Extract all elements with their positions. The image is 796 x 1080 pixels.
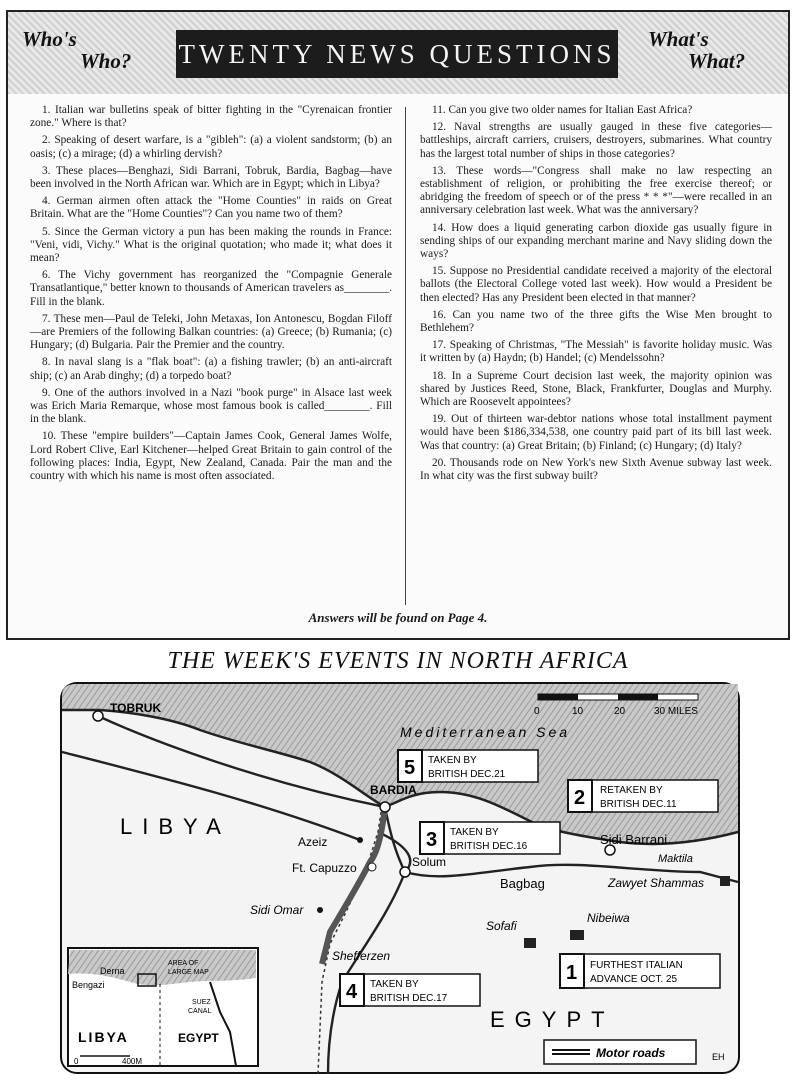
event-1-line1: FURTHEST ITALIAN bbox=[590, 960, 683, 971]
question-r-5: 15. Suppose no Presidential candidate received a majority of the electoral ballots (the Electoral College voted last week). How would a President be then elected? Has any President been elected in that manner? bbox=[420, 265, 772, 304]
event-1-number: 1 bbox=[566, 962, 578, 984]
inset-map bbox=[68, 948, 258, 1066]
event-1-line2: ADVANCE OCT. 25 bbox=[590, 974, 678, 985]
question-3: 3. These places—Benghazi, Sidi Barrani, Tobruk, Bardia, Bagbag—have been involved in the North African war. Which are in Egypt; which in Libya? bbox=[30, 164, 392, 191]
questions-right-column bbox=[420, 104, 772, 487]
place-solum: Solum bbox=[412, 855, 447, 869]
event-3 bbox=[420, 822, 560, 854]
question-2: 2. Speaking of desert warfare, is a "gibleh": (a) a violent sandstorm; (b) an oasis; (c) a mirage; (d) a whirling dervish? bbox=[30, 134, 392, 160]
inset-suez-label-2: CANAL bbox=[188, 1008, 212, 1015]
quiz-title: TWENTY NEWS QUESTIONS bbox=[176, 30, 618, 78]
inset-egypt: EGYPT bbox=[178, 1031, 219, 1045]
event-3-line2: BRITISH DEC.16 bbox=[450, 841, 528, 852]
scale-label-30: 30 MILES bbox=[654, 706, 698, 717]
event-2-line1: RETAKEN BY bbox=[600, 785, 663, 796]
north-africa-map bbox=[60, 682, 740, 1074]
event-4-number: 4 bbox=[346, 981, 358, 1003]
question-r-1: 11. Can you give two older names for Italian East Africa? bbox=[432, 104, 693, 116]
place-tobruk: TOBRUK bbox=[110, 701, 162, 715]
event-5-line2: BRITISH DEC.21 bbox=[428, 769, 506, 780]
sidi-omar-marker bbox=[317, 907, 323, 913]
inset-bengazi: Bengazi bbox=[72, 980, 105, 990]
question-r-2: 12. Naval strengths are usually gauged in these five categories—battleships, aircraft carriers, cruisers, destroyers, submarines. What country has the largest total number of ships in those categories? bbox=[420, 121, 772, 160]
question-r-6: 16. Can you name two of the three gifts the Wise Men brought to Bethlehem? bbox=[420, 308, 772, 335]
question-r-3: 13. These words—"Congress shall make no law respecting an establishment of religion, or prohibiting the free exercise thereof; or abridging the freedom of speech or of the press * * *"—were recalled in an anniversary celebration last week. What was the anniversary? bbox=[420, 164, 772, 217]
map-legend bbox=[544, 1040, 696, 1064]
place-capuzzo: Ft. Capuzzo bbox=[292, 861, 357, 875]
event-5-number: 5 bbox=[404, 757, 416, 779]
whos-who-corner bbox=[22, 28, 131, 72]
question-5: 5. Since the German victory a pun has been making the rounds in France: "Veni, vidi, Vichy." What is the original quotation; who made it; what does it mean? bbox=[30, 225, 392, 265]
place-maktila: Maktila bbox=[658, 853, 693, 865]
column-divider bbox=[405, 107, 406, 605]
questions-left-column bbox=[30, 104, 392, 487]
event-2-line2: BRITISH DEC.11 bbox=[600, 799, 677, 810]
question-r-9: 19. Out of thirteen war-debtor nations whose total installment payment would have been $186,334,538, one country paid part of its bill last week. Was that country: (a) Great Britain; (b) Finland; (c) Hungary; (d) Italy? bbox=[420, 413, 772, 452]
map-panel bbox=[60, 682, 740, 1074]
what-label: What? bbox=[688, 49, 746, 73]
place-bagbag: Bagbag bbox=[500, 876, 545, 891]
inset-scale-400: 400M bbox=[122, 1057, 143, 1066]
scale-label-0: 0 bbox=[534, 706, 540, 717]
inset-area-label-1: AREA OF bbox=[168, 960, 199, 967]
question-r-7: 17. Speaking of Christmas, "The Messiah" is favorite holiday music. Was it written by (a) Haydn; (b) Handel; (c) Mendelssohn? bbox=[420, 339, 772, 365]
place-shefferzen: Shefferzen bbox=[332, 949, 391, 963]
scale-label-20: 20 bbox=[614, 706, 626, 717]
who-label: Who? bbox=[80, 49, 132, 73]
place-bardia: BARDIA bbox=[370, 783, 417, 797]
country-libya: LIBYA bbox=[120, 814, 231, 839]
quiz-banner bbox=[8, 12, 788, 94]
event-3-line1: TAKEN BY bbox=[450, 827, 499, 838]
nibeiwa-fort bbox=[570, 930, 584, 940]
event-4-line1: TAKEN BY bbox=[370, 979, 419, 990]
azeiz-marker bbox=[357, 837, 363, 843]
question-4: 4. German airmen often attack the "Home Counties" in raids on Great Britain. What are the "Home Counties"? Can you name two of them? bbox=[30, 195, 392, 221]
bardia-marker bbox=[380, 802, 390, 812]
place-sidi-barrani: Sidi Barrani bbox=[600, 832, 668, 847]
solum-marker bbox=[400, 867, 410, 877]
tobruk-marker bbox=[93, 711, 103, 721]
artist-initials: EH bbox=[712, 1052, 725, 1062]
capuzzo-marker bbox=[368, 863, 376, 871]
whos-label: Who's bbox=[22, 27, 77, 51]
place-sofafi: Sofafi bbox=[486, 919, 517, 933]
question-6: 6. The Vichy government has reorganized the "Compagnie Generale Transatlantique," better known to thousands of American travelers as________. Fill in the blank. bbox=[30, 269, 392, 308]
sofafi-fort bbox=[524, 938, 536, 948]
sea-label: Mediterranean Sea bbox=[400, 724, 571, 740]
place-nibeiwa: Nibeiwa bbox=[587, 911, 630, 925]
map-title: THE WEEK'S EVENTS IN NORTH AFRICA bbox=[167, 648, 629, 674]
event-1 bbox=[560, 954, 720, 988]
question-10: 10. These "empire builders"—Captain James Cook, General James Wolfe, Lord Robert Clive, Earl Kitchener—helped Great Britain to gain control of the following places: India, Egypt, New Zealand, Canada. Pair the man and the country with which his name is most often associated. bbox=[30, 430, 392, 483]
event-2 bbox=[568, 780, 718, 812]
inset-suez-label-1: SUEZ bbox=[192, 999, 211, 1006]
event-4-line2: BRITISH DEC.17 bbox=[370, 993, 448, 1004]
zawyet-fort bbox=[720, 876, 730, 886]
whats-what-corner bbox=[648, 28, 745, 72]
question-r-4: 14. How does a liquid generating carbon dioxide gas usually figure in sending ships of our expanding merchant marine and Navy sliding down the ways? bbox=[420, 221, 772, 261]
question-r-8: 18. In a Supreme Court decision last week, the majority opinion was shared by Justices Reed, Stone, Black, Frankfurter, Douglas and Murphy. Which are Roosevelt appointees? bbox=[420, 369, 772, 409]
legend-motor-roads: Motor roads bbox=[596, 1046, 666, 1060]
whats-label: What's bbox=[648, 27, 709, 51]
place-zawyet-shammas: Zawyet Shammas bbox=[608, 876, 705, 890]
question-9: 9. One of the authors involved in a Nazi "book purge" in Alsace last week was Erich Maria Remarque, whose most famous book is called________. Fill in the blank. bbox=[30, 386, 392, 426]
place-azeiz: Azeiz bbox=[298, 835, 328, 849]
inset-libya: LIBYA bbox=[78, 1029, 129, 1045]
event-5-line1: TAKEN BY bbox=[428, 755, 477, 766]
event-4 bbox=[340, 974, 480, 1006]
event-5 bbox=[398, 750, 538, 782]
question-8: 8. In naval slang is a "flak boat": (a) a fishing trawler; (b) an anti-aircraft ship; (c) an Arab dinghy; (d) a torpedo boat? bbox=[30, 356, 392, 382]
inset-scale-0: 0 bbox=[74, 1057, 79, 1066]
question-7: 7. These men—Paul de Teleki, John Metaxas, Ion Antonescu, Bogdan Filoff—are Premiers of the following Balkan countries: (a) Greece; (b) Rumania; (c) Hungary; (d) Bulgaria. Pair the Premier and the country. bbox=[30, 312, 392, 352]
question-r-10: 20. Thousands rode on New York's new Sixth Avenue subway last week. In what city was the first subway built? bbox=[420, 456, 772, 483]
event-2-number: 2 bbox=[574, 787, 586, 809]
answers-note: Answers will be found on Page 4. bbox=[308, 610, 488, 625]
inset-area-label-2: LARGE MAP bbox=[168, 969, 209, 976]
quiz-box bbox=[6, 10, 790, 640]
event-3-number: 3 bbox=[426, 829, 438, 851]
country-egypt: EGYPT bbox=[490, 1007, 615, 1032]
scale-label-10: 10 bbox=[572, 706, 584, 717]
place-sidi-omar: Sidi Omar bbox=[250, 903, 304, 917]
question-1: 1. Italian war bulletins speak of bitter fighting in the "Cyrenaican frontier zone." Where is that? bbox=[30, 104, 392, 130]
inset-derna: Derna bbox=[100, 966, 125, 976]
